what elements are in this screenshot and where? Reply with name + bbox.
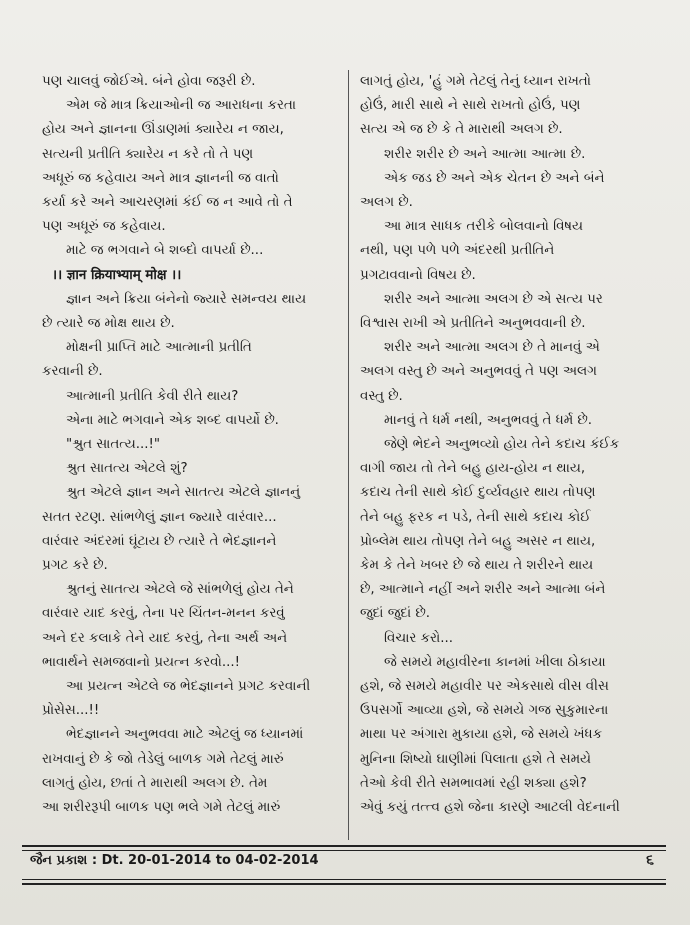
page-number: ૬ bbox=[646, 852, 654, 868]
text-line: માથા પર અંગારા મુકાયા હશે, જે સમયે ખંધક bbox=[360, 727, 603, 743]
text-line: વાગી જાય તો તેને બહુ હાય-હોય ન થાય, bbox=[360, 461, 586, 477]
text-line: સત્ય એ જ છે કે તે મારાથી અલગ છે. bbox=[360, 122, 563, 138]
text-line: હોય અને જ્ઞાનના ઊંડાણમાં ક્યારેય ન જાય, bbox=[42, 122, 284, 138]
text-line: આ શરીરરૂપી બાળક પણ ભલે ગમે તેટલું મારું bbox=[42, 800, 281, 816]
text-line: અલગ છે. bbox=[360, 195, 413, 211]
text-line: સતત રટણ. સાંભળેલું જ્ઞાન જ્યારે વારંવાર... bbox=[42, 509, 277, 525]
publication-title: જૈન પ્રકાશ : Dt. 20-01-2014 to 04-02-2014 bbox=[30, 853, 319, 868]
text-line: વારંવાર અંદરમાં ઘૂંટાય છે ત્યારે તે ભેદજ્ઞાનને bbox=[42, 533, 277, 549]
text-line: જે સમયે મહાવીરના કાનમાં ખીલા ઠોકાયા bbox=[384, 654, 606, 670]
text-line: લાગતું હોય, છતાં તે મારાથી અલગ છે. તેમ bbox=[42, 775, 268, 791]
text-line: છે, આત્માને નહીં અને શરીર અને આત્મા બંને bbox=[360, 582, 606, 598]
text-line: કદાચ તેની સાથે કોઈ દુર્વ્યવહાર થાય તોપણ bbox=[360, 485, 596, 501]
text-line: શરીર અને આત્મા અલગ છે એ સત્ય પર bbox=[384, 291, 603, 307]
text-line: માટે જ ભગવાને બે શબ્દો વાપર્યા છે... bbox=[66, 243, 264, 259]
text-line: સત્યની પ્રતીતિ ક્યારેય ન કરે તો તે પણ bbox=[42, 146, 254, 162]
text-line: જ્ઞાન અને ક્રિયા બંનેનો જ્યારે સમન્વય થાય bbox=[66, 291, 307, 307]
text-line: માનવું તે ધર્મ નથી, અનુભવવું તે ધર્મ છે. bbox=[384, 412, 593, 428]
text-line: પ્રગટાવવાનો વિષય છે. bbox=[360, 267, 476, 283]
left-column bbox=[42, 70, 338, 820]
text-line: વિચાર કરો... bbox=[384, 630, 454, 646]
text-line: વસ્તુ છે. bbox=[360, 388, 403, 404]
text-line: પ્રોસેસ...!! bbox=[42, 703, 100, 719]
text-line: એવું કયું તત્ત્વ હશે જેના કારણે આટલી વેદનાની bbox=[360, 800, 620, 816]
text-line: હોઉં, મારી સાથે ને સાથે રાખતો હોઉં, પણ bbox=[360, 98, 581, 114]
text-line: એક જડ છે અને એક ચેતન છે અને બંને bbox=[384, 170, 605, 186]
text-line: પણ અધૂરું જ કહેવાય. bbox=[42, 219, 166, 235]
text-line: જેણે ભેદને અનુભવ્યો હોય તેને કદાચ કંઈક bbox=[384, 437, 620, 453]
text-line: હશે, જે સમયે મહાવીર પર એકસાથે વીસ વીસ bbox=[360, 679, 609, 695]
text-line: લાગતું હોય, 'હું ગમે તેટલું તેનું ધ્યાન રાખતો bbox=[360, 74, 591, 89]
text-line: કર્યા કરે અને આચરણમાં કંઈ જ ન આવે તો તે bbox=[42, 195, 293, 211]
text-line: મોક્ષની પ્રાપ્તિ માટે આત્માની પ્રતીતિ bbox=[66, 340, 252, 356]
text-line: પણ ચાલવું જોઈએ. બંને હોવા જરૂરી છે. bbox=[42, 74, 256, 89]
text-line: શ્રુતનું સાતત્ય એટલે જે સાંભળેલું હોય તેને bbox=[66, 582, 294, 598]
text-line: શરીર શરીર છે અને આત્મા આત્મા છે. bbox=[384, 146, 586, 162]
text-line: શ્રુત એટલે જ્ઞાન અને સાતત્ય એટલે જ્ઞાનનું bbox=[66, 485, 301, 501]
text-line: કેમ કે તેને ખબર છે જે થાય તે શરીરને થાય bbox=[360, 558, 594, 574]
text-line: નથી, પણ પળે પળે અંદરથી પ્રતીતિને bbox=[360, 243, 555, 259]
quote-line: "શ્રુત સાતત્ય...!" bbox=[66, 437, 161, 453]
text-line: છે ત્યારે જ મોક્ષ થાય છે. bbox=[42, 316, 175, 332]
text-line: શ્રુત સાતત્ય એટલે શું? bbox=[66, 461, 188, 477]
right-column bbox=[360, 70, 660, 820]
text-line: મુનિના શિષ્યો ઘાણીમાં પિલાતા હશે તે સમયે bbox=[360, 751, 592, 767]
text-line: પ્રોબ્લેમ થાય તોપણ તેને બહુ અસર ન થાય, bbox=[360, 533, 596, 549]
text-line: પ્રગટ કરે છે. bbox=[42, 558, 108, 574]
text-line: તેને બહુ ફરક ન પડે, તેની સાથે કદાચ કોઈ bbox=[360, 509, 591, 525]
text-line: રાખવાનું છે કે જો તેડેલું બાળક ગમે તેટલું મારું bbox=[42, 751, 284, 767]
text-line: ભાવાર્થને સમજવાનો પ્રયત્ન કરવો...! bbox=[42, 654, 240, 670]
text-line: એના માટે ભગવાને એક શબ્દ વાપર્યો છે. bbox=[66, 412, 279, 428]
text-line: શરીર અને આત્મા અલગ છે તે માનવું એ bbox=[384, 340, 600, 356]
text-line: જુદાં જુદાં છે. bbox=[360, 606, 430, 622]
column-divider bbox=[348, 70, 349, 840]
text-line: અધૂરું જ કહેવાય અને માત્ર જ્ઞાનની જ વાતો bbox=[42, 170, 279, 186]
text-line: વિશ્વાસ રાખી એ પ્રતીતિને અનુભવવાની છે. bbox=[360, 316, 586, 332]
footer-bar bbox=[22, 845, 666, 885]
text-line: ઉપસર્ગો આવ્યા હશે, જે સમયે ગજ સુકુમારના bbox=[360, 703, 609, 719]
text-line: આત્માની પ્રતીતિ કેવી રીતે થાય? bbox=[66, 388, 239, 404]
text-line: તેઓ કેવી રીતે સમભાવમાં રહી શક્યા હશે? bbox=[360, 775, 587, 791]
section-heading: ।। ज्ञान क्रियाभ्याम् मोक्ष ।। bbox=[52, 267, 182, 283]
text-line: એમ જે માત્ર ક્રિયાઓની જ આરાધના કરતા bbox=[66, 98, 297, 114]
text-line: ભેદજ્ઞાનને અનુભવવા માટે એટલું જ ધ્યાનમાં bbox=[66, 727, 304, 743]
text-line: અલગ વસ્તુ છે અને અનુભવવું તે પણ અલગ bbox=[360, 364, 597, 380]
text-line: આ પ્રયત્ન એટલે જ ભેદજ્ઞાનને પ્રગટ કરવાની bbox=[66, 679, 311, 695]
text-line: વારંવાર યાદ કરવું, તેના પર ચિંતન-મનન કરવું bbox=[42, 606, 285, 622]
text-line: અને દર કલાકે તેને યાદ કરવું, તેના અર્થ અને bbox=[42, 630, 288, 646]
text-line: કરવાની છે. bbox=[42, 364, 103, 380]
text-line: આ માત્ર સાધક તરીકે બોલવાનો વિષય bbox=[384, 219, 583, 235]
